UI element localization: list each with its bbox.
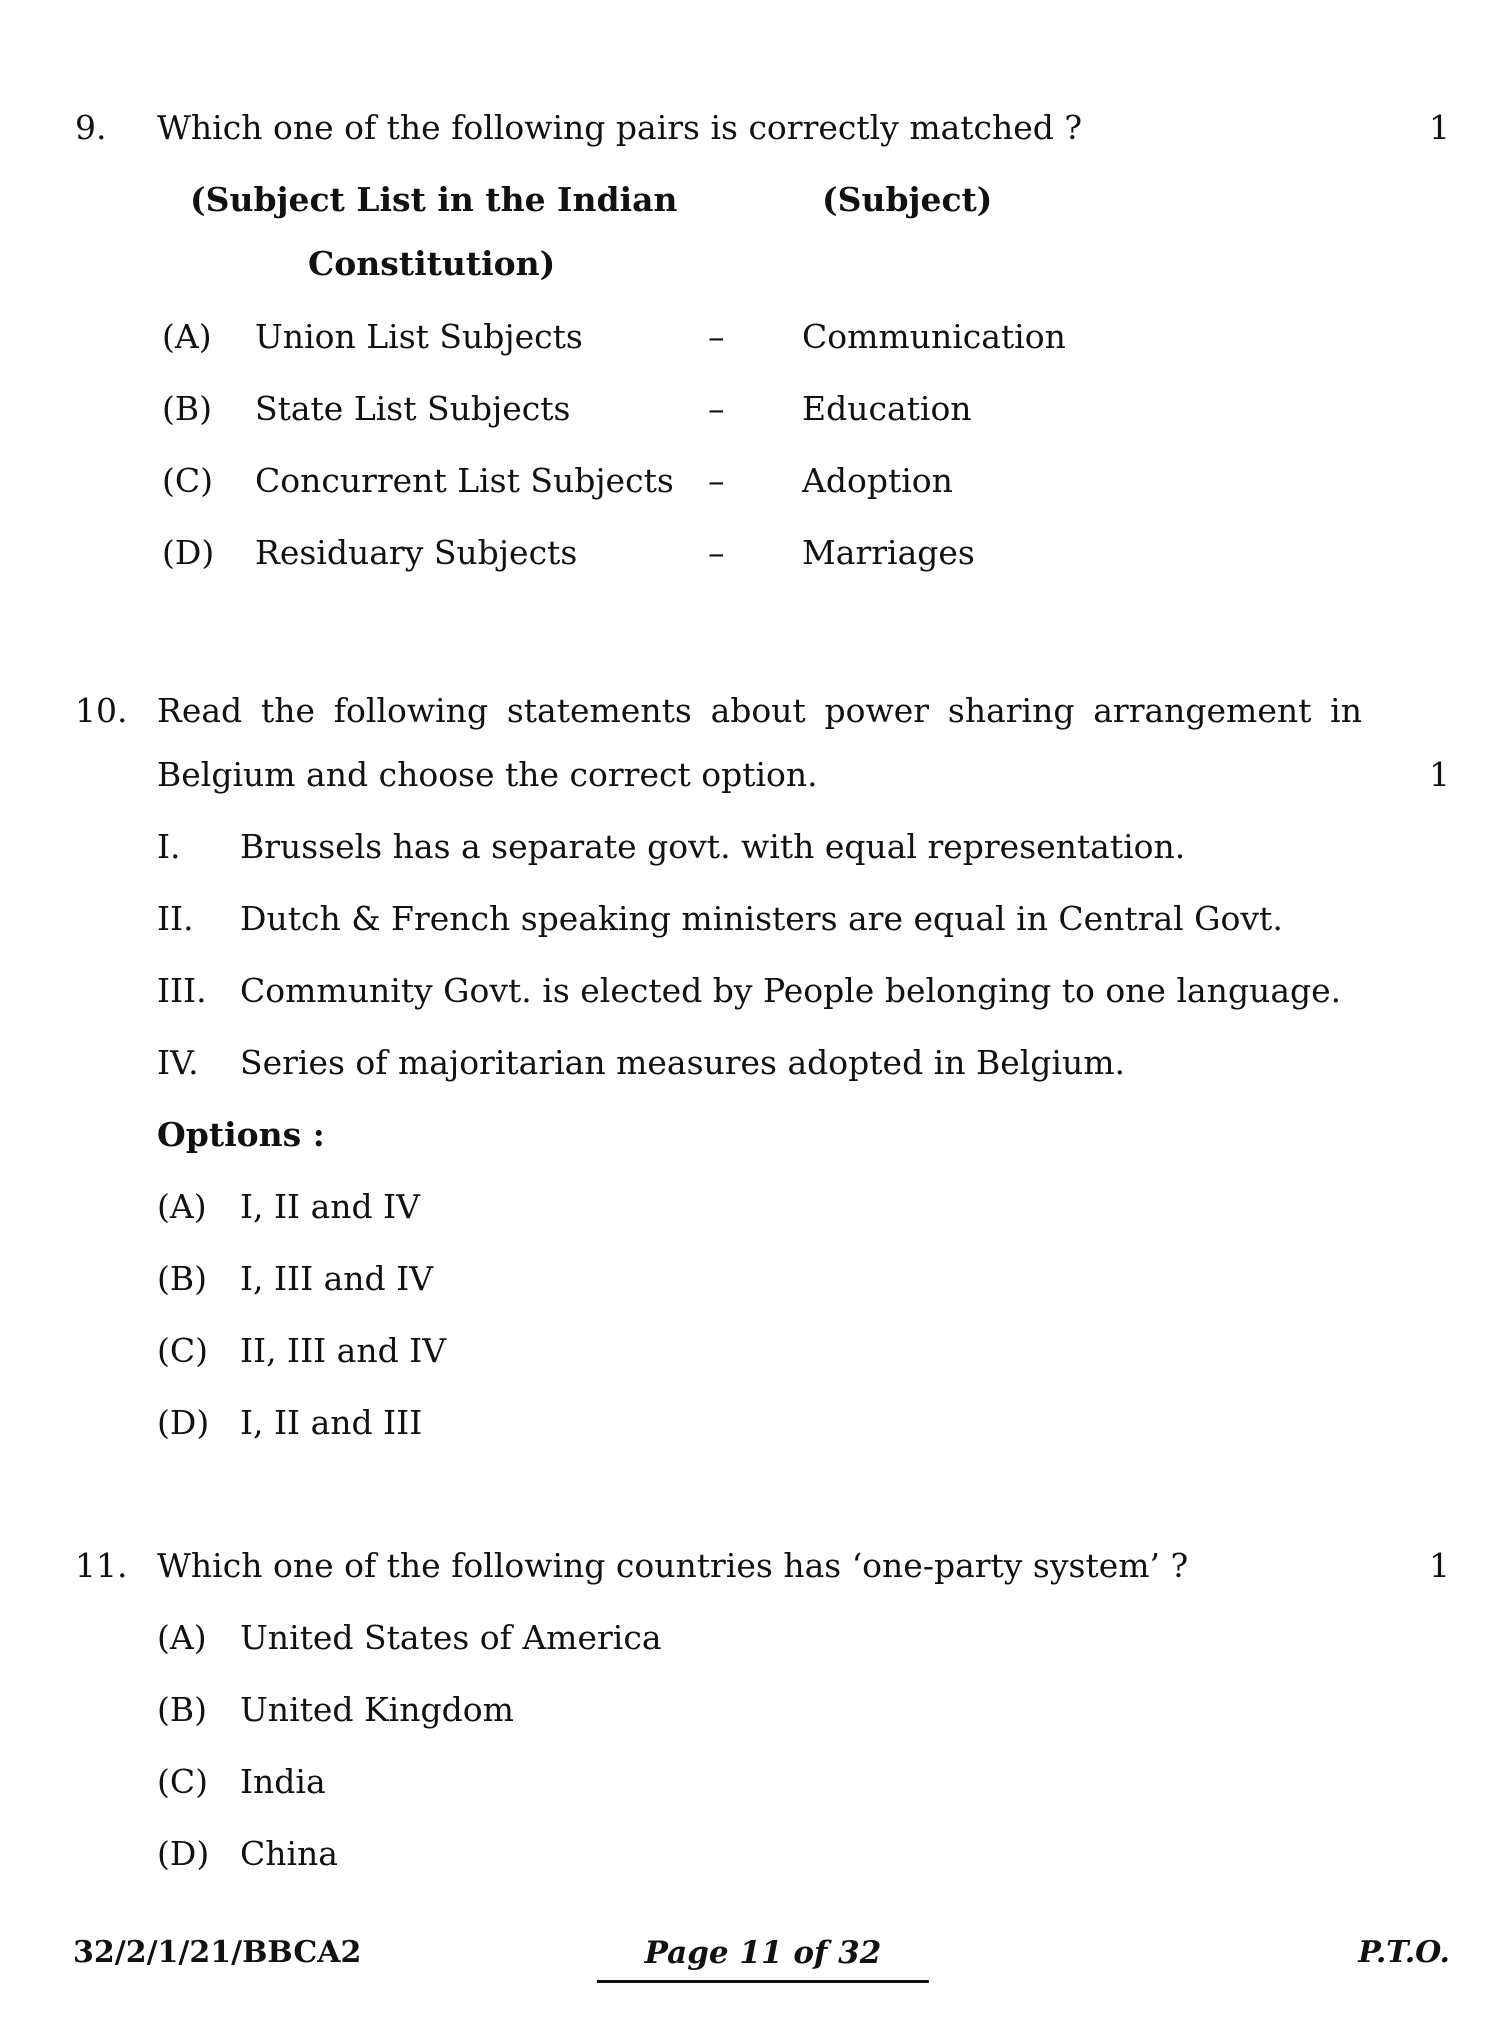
options-heading: Options : bbox=[157, 1115, 325, 1154]
dash-separator: – bbox=[708, 533, 725, 572]
q9-column-header-list-line1: (Subject List in the Indian bbox=[190, 180, 678, 219]
q9-column-header-list-line2: Constitution) bbox=[308, 244, 556, 283]
option-label: (D) bbox=[157, 1834, 210, 1873]
footer-page-underline bbox=[597, 1980, 929, 1983]
footer-paper-code: 32/2/1/21/BBCA2 bbox=[73, 1935, 362, 1970]
subject-name: Communication bbox=[802, 317, 1066, 356]
question-10-text-line1: Read the following statements about power sharing arrangement in bbox=[157, 691, 1362, 730]
list-name: Union List Subjects bbox=[255, 317, 583, 356]
option-label: (C) bbox=[162, 461, 213, 500]
option-label: (A) bbox=[157, 1187, 207, 1226]
option-label: (D) bbox=[157, 1403, 210, 1442]
option-label: (C) bbox=[157, 1331, 208, 1370]
subject-name: Adoption bbox=[802, 461, 953, 500]
option-label: (D) bbox=[162, 533, 215, 572]
q9-column-header-subject: (Subject) bbox=[822, 180, 993, 219]
statement-label: II. bbox=[157, 899, 194, 938]
option-label: (B) bbox=[157, 1690, 207, 1729]
option-label: (B) bbox=[157, 1259, 207, 1298]
list-name: Residuary Subjects bbox=[255, 533, 578, 572]
question-9-text: Which one of the following pairs is correctly matched ? bbox=[157, 108, 1083, 147]
dash-separator: – bbox=[708, 317, 725, 356]
statement-text: Brussels has a separate govt. with equal representation. bbox=[240, 827, 1186, 866]
footer-page-number: Page 11 of 32 bbox=[644, 1935, 882, 1971]
option-text: China bbox=[240, 1834, 338, 1873]
statement-label: IV. bbox=[157, 1043, 199, 1082]
option-label: (B) bbox=[162, 389, 212, 428]
statement-label: III. bbox=[157, 971, 207, 1010]
option-label: (A) bbox=[162, 317, 212, 356]
list-name: State List Subjects bbox=[255, 389, 571, 428]
option-text: India bbox=[240, 1762, 326, 1801]
statement-text: Dutch & French speaking ministers are equal in Central Govt. bbox=[240, 899, 1283, 938]
option-text: I, II and IV bbox=[240, 1187, 420, 1226]
option-label: (A) bbox=[157, 1618, 207, 1657]
list-name: Concurrent List Subjects bbox=[255, 461, 674, 500]
option-text: United States of America bbox=[240, 1618, 662, 1657]
question-9-number: 9. bbox=[75, 108, 107, 147]
subject-name: Marriages bbox=[802, 533, 975, 572]
subject-name: Education bbox=[802, 389, 972, 428]
question-10-marks: 1 bbox=[1429, 755, 1450, 794]
question-11-marks: 1 bbox=[1429, 1546, 1450, 1585]
question-9-marks: 1 bbox=[1429, 108, 1450, 147]
question-11-text: Which one of the following countries has ‘one-party system’ ? bbox=[157, 1546, 1189, 1585]
option-text: United Kingdom bbox=[240, 1690, 514, 1729]
question-10-text-line2: Belgium and choose the correct option. bbox=[157, 755, 818, 794]
dash-separator: – bbox=[708, 389, 725, 428]
statement-text: Series of majoritarian measures adopted in Belgium. bbox=[240, 1043, 1126, 1082]
question-10-number: 10. bbox=[75, 691, 128, 730]
statement-label: I. bbox=[157, 827, 181, 866]
option-text: I, III and IV bbox=[240, 1259, 434, 1298]
option-text: II, III and IV bbox=[240, 1331, 447, 1370]
dash-separator: – bbox=[708, 461, 725, 500]
option-text: I, II and III bbox=[240, 1403, 423, 1442]
footer-pto: P.T.O. bbox=[1358, 1935, 1450, 1970]
question-11-number: 11. bbox=[75, 1546, 128, 1585]
option-label: (C) bbox=[157, 1762, 208, 1801]
statement-text: Community Govt. is elected by People belonging to one language. bbox=[240, 971, 1342, 1010]
